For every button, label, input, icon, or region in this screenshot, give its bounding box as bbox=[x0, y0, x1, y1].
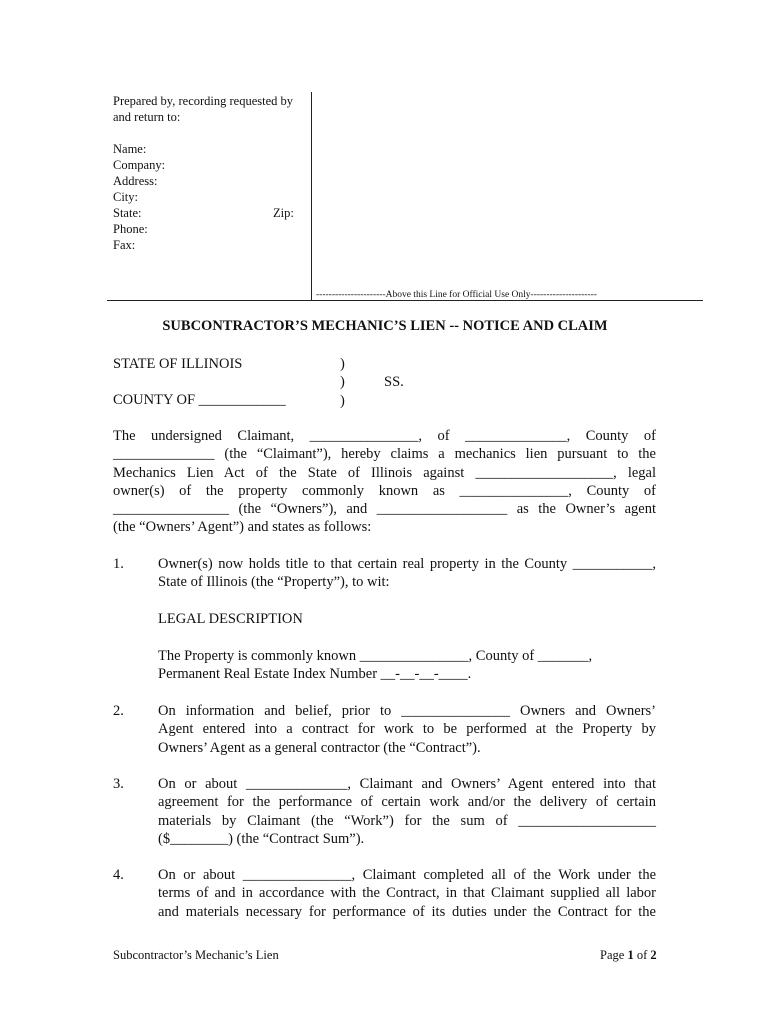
fax-label: Fax: bbox=[113, 238, 136, 252]
phone-label: Phone: bbox=[113, 222, 148, 236]
item-1-subtext bbox=[158, 647, 656, 684]
legal-description-heading: LEGAL DESCRIPTION bbox=[158, 611, 303, 627]
item-number: 2. bbox=[113, 703, 124, 719]
of-word: of bbox=[636, 948, 648, 962]
intro-paragraph bbox=[113, 427, 656, 537]
venue-state: STATE OF ILLINOIS bbox=[113, 356, 243, 372]
item-line: Owner(s) now holds title to that certain real property in the County ___________, bbox=[158, 556, 656, 572]
item-3-text bbox=[158, 775, 656, 848]
item-number: 3. bbox=[113, 776, 124, 792]
item-1-text bbox=[158, 555, 656, 592]
item-line: materials by Claimant (the “Work”) for the sum of ___________________ bbox=[158, 812, 656, 829]
document-title: SUBCONTRACTOR’S MECHANIC’S LIEN -- NOTICE AND CLAIM bbox=[162, 318, 608, 334]
item-4-text bbox=[158, 866, 656, 921]
item-2-text bbox=[158, 702, 656, 757]
page-current: 1 bbox=[627, 948, 634, 962]
prepared-by-line1: Prepared by, recording requested by bbox=[113, 94, 294, 108]
venue-county: COUNTY OF ____________ bbox=[113, 392, 286, 408]
item-line: agreement for the performance of certain work and/or the delivery of certain bbox=[158, 794, 656, 811]
item-line: terms of and in accordance with the Contract, in that Claimant supplied all labor bbox=[158, 885, 656, 902]
state-label: State: bbox=[113, 206, 142, 220]
intro-line: Mechanics Lien Act of the State of Illinois against ___________________, legal bbox=[113, 464, 656, 481]
item-number: 4. bbox=[113, 867, 124, 883]
page-total: 2 bbox=[650, 948, 657, 962]
item-line: The Property is commonly known _______________, County of _______, bbox=[158, 648, 593, 664]
zip-label: Zip: bbox=[273, 206, 294, 220]
return-address-block bbox=[113, 93, 303, 253]
address-label: Address: bbox=[113, 174, 158, 188]
item-line: Agent entered into a contract for work to be performed at the Property by bbox=[158, 721, 656, 738]
item-line: On or about ______________, Claimant and Owners’ Agent entered into that bbox=[158, 776, 656, 792]
item-line: Permanent Real Estate Index Number __-__-__-____. bbox=[158, 666, 472, 683]
item-number: 1. bbox=[113, 556, 124, 572]
intro-line: ________________ (the “Owners”), and __________________ as the Owner’s agent bbox=[113, 501, 656, 518]
item-line: On or about _______________, Claimant completed all of the Work under the bbox=[158, 867, 656, 883]
header-horizontal-divider bbox=[107, 300, 703, 301]
intro-line: ______________ (the “Claimant”), hereby claims a mechanics lien pursuant to the bbox=[113, 446, 656, 463]
item-line: On information and belief, prior to _______________ Owners and Owners’ bbox=[158, 703, 656, 719]
page-word: Page bbox=[600, 948, 625, 962]
intro-line: The undersigned Claimant, _______________, of ______________, County of bbox=[113, 428, 656, 444]
item-line: and materials necessary for performance of its duties under the Contract for the bbox=[158, 903, 656, 920]
header-vertical-divider bbox=[311, 92, 312, 300]
item-line: Owners’ Agent as a general contractor (the “Contract”). bbox=[158, 739, 481, 756]
venue-parentheses bbox=[340, 355, 345, 410]
item-line: ($________) (the “Contract Sum”). bbox=[158, 830, 365, 847]
intro-line: (the “Owners’ Agent”) and states as follows: bbox=[113, 519, 372, 536]
venue-paren: ) bbox=[340, 392, 345, 409]
city-label: City: bbox=[113, 190, 139, 204]
venue-paren: ) bbox=[340, 374, 345, 391]
footer-page-number bbox=[600, 948, 657, 963]
name-label: Name: bbox=[113, 142, 147, 156]
item-line: State of Illinois (the “Property”), to wit: bbox=[158, 574, 390, 591]
company-label: Company: bbox=[113, 158, 166, 172]
prepared-by-line2: and return to: bbox=[113, 110, 181, 124]
official-use-line-label: ----------------------Above this Line for Official Use Only--------------------- bbox=[316, 290, 597, 300]
venue-paren: ) bbox=[340, 356, 345, 372]
intro-line: owner(s) of the property commonly known as _______________, County of bbox=[113, 482, 656, 499]
venue-ss: SS. bbox=[384, 374, 404, 390]
footer-document-name: Subcontractor’s Mechanic’s Lien bbox=[113, 948, 279, 962]
